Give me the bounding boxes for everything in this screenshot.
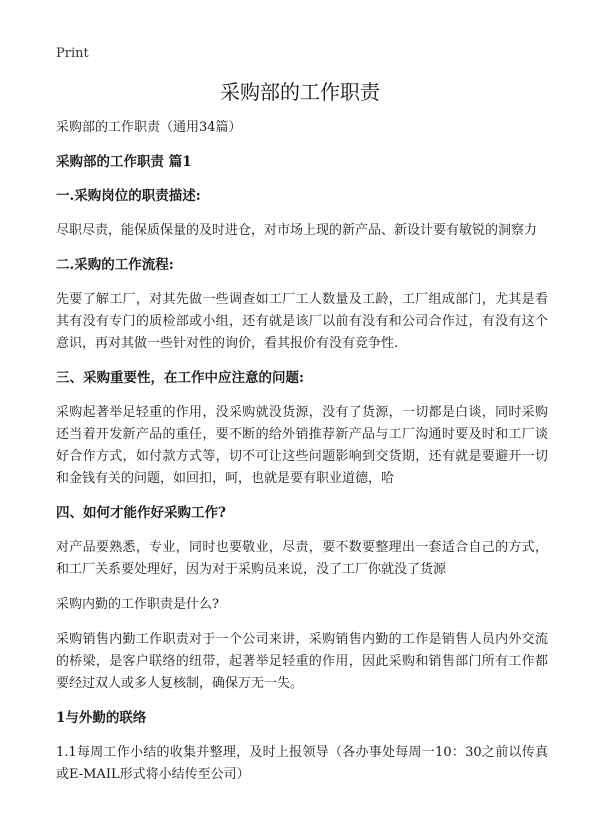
heading-how-to: 四、如何才能作好采购工作?	[56, 505, 226, 521]
paragraph-weekly-summary: 1.1每周工作小结的收集并整理，及时上报领导（各办事处每周一10：30之前以传真或E-MAIL形式将小结传至公司）	[56, 745, 548, 782]
heading-importance: 三、采购重要性，在工作中应注意的问题:	[56, 370, 304, 386]
paragraph-importance: 采购起著举足轻重的作用，没采购就没货源，没有了货源，一切都是白谈，同时采购还当着开发新产品的重任，要不断的给外销推荐新产品与工厂沟通时要及时和工厂谈好合作方式，如付款方式等，切不可让这些问题影响到交货期，还有就是要避开一切和金钱有关的问题，如回扣，呵，也就是要有职业道德，哈	[56, 405, 548, 486]
print-label: Print	[56, 46, 89, 61]
section-title: 采购部的工作职责 篇1	[56, 154, 192, 170]
paragraph-question: 采购内勤的工作职责是什么?	[56, 597, 219, 612]
paragraph-job-description: 尽职尽责，能保质保量的及时进仓，对市场上现的新产品、新设计要有敏锐的洞察力	[56, 223, 538, 238]
paragraph-how-to: 对产品要熟悉，专业，同时也要敬业，尽责，要不数要整理出一套适合自己的方式，和工厂关系要处理好，因为对于采购员来说，没了工厂你就没了货源	[56, 540, 548, 577]
document-title: 采购部的工作职责	[220, 80, 380, 104]
paragraph-internal-duties: 采购销售内勤工作职责对于一个公司来讲，采购销售内勤的工作是销售人员内外交流的桥梁，是客户联络的纽带，起著举足轻重的作用，因此采购和销售部门所有工作都要经过双人或多人复核制，确保万无一失。	[56, 632, 548, 691]
paragraph-workflow: 先要了解工厂，对其先做一些调查如工厂工人数量及工龄，工厂组成部门，尤其是看其有没有专门的质检部或小组，还有就是该厂以前有没有和公司合作过，有没有这个意识，再对其做一些针对性的询价，看其报价有没有竞争性.	[56, 292, 548, 351]
article-body	[56, 118, 548, 799]
article-subtitle: 采购部的工作职责（通用34篇）	[56, 120, 242, 135]
heading-workflow: 二.采购的工作流程:	[56, 257, 174, 273]
heading-field-liaison: 1与外勤的联络	[56, 710, 147, 726]
heading-job-description: 一.采购岗位的职责描述:	[56, 188, 201, 204]
